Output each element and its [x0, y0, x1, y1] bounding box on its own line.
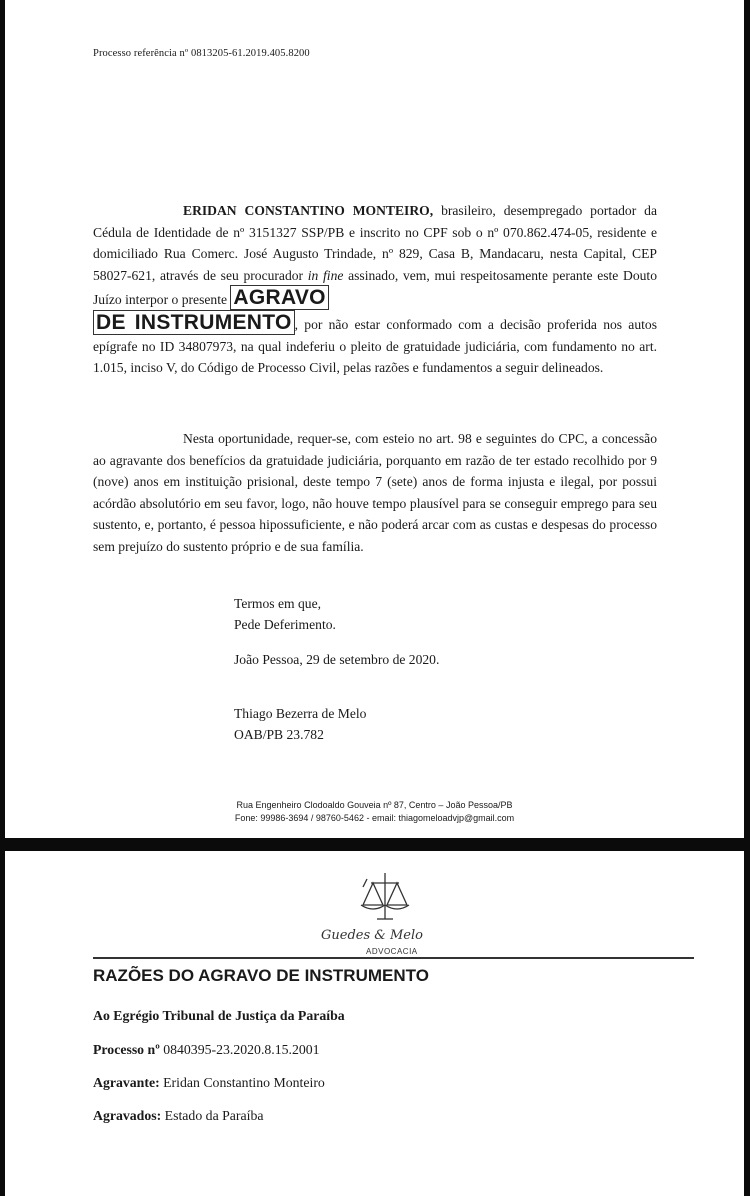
signer-name: Thiago Bezerra de Melo: [234, 706, 367, 721]
closing-line: Pede Deferimento.: [234, 617, 336, 632]
paragraph-text: brasileiro, desempregado portador da Cédula de Identidade de nº 3151327 SSP/PB e inscrito no CPF sob o nº 070.862.474-05, residente e domiciliado Rua Comerc. José Augusto Trindade, nº 829, Casa B, Mandacaru, nesta Capital, CEP 58027-621, através de seu procurador: [93, 203, 657, 283]
oab-number: OAB/PB 23.782: [234, 727, 324, 742]
highlight-agravo: AGRAVO: [230, 285, 328, 310]
reference-number: Processo referência nº 0813205-61.2019.405.8200: [93, 48, 310, 59]
document-page-1: [5, 0, 744, 838]
italic-text: in fine: [307, 267, 344, 283]
closing-terms: [234, 593, 336, 635]
header-rule: [93, 957, 694, 959]
logo-name: Guedes & Melo: [321, 928, 423, 943]
paragraph-text: , por não estar conformado com a decisão proferida nos autos epígrafe no ID 34807973, na qual indeferiu o pleito de gratuidade judiciária, com fundamento no art. 1.015, inciso V, do Código de Processo Civil, pelas razões e fundamentos a seguir delineados.: [93, 316, 657, 376]
paragraph-text: assinado, vem, mui respeitosamente perante este Douto Juízo interpor o presente: [93, 267, 657, 308]
page-footer: [5, 799, 744, 825]
appellees-line: [93, 1108, 264, 1124]
court-line: [93, 1008, 345, 1024]
highlight-instrumento: DE INSTRUMENTO: [93, 310, 295, 335]
appellees-value: Estado da Paraíba: [161, 1108, 264, 1123]
process-value: 0840395-23.2020.8.15.2001: [159, 1042, 320, 1057]
section-heading: RAZÕES DO AGRAVO DE INSTRUMENTO: [93, 966, 429, 985]
appellant-line: [93, 1075, 325, 1091]
process-line: [93, 1042, 320, 1058]
court-name: Ao Egrégio Tribunal de Justiça da Paraíba: [93, 1008, 345, 1023]
closing-line: Termos em que,: [234, 596, 322, 611]
footer-address: Rua Engenheiro Clodoaldo Gouveia nº 87, Centro – João Pessoa/PB: [236, 800, 513, 810]
paragraph-text: Nesta oportunidade, requer-se, com esteio no art. 98 e seguintes do CPC, a concessão ao agravante dos benefícios da gratuidade judiciária, porquanto em razão de ter estado recolhido por 9 (nove) anos em instituição prisional, deste tempo 7 (sete) anos de forma injusta e ilegal, por possui acórdão absolutório em seu favor, logo, não houve tempo plausível para se conseguir emprego para seu sustento, e, portanto, é pessoa hipossuficiente, e não poderá arcar com as custas e despesas do processo sem prejuízo do sustento próprio e de sua família.: [93, 431, 657, 554]
party-name: ERIDAN CONSTANTINO MONTEIRO,: [183, 203, 434, 218]
appellant-value: Eridan Constantino Monteiro: [159, 1075, 325, 1090]
signature-block: [234, 703, 366, 745]
footer-contact: Fone: 99986-3694 / 98760-5462 - email: thiagomeloadvjp@gmail.com: [234, 813, 515, 823]
appellees-label: Agravados:: [93, 1108, 162, 1123]
place-date: João Pessoa, 29 de setembro de 2020.: [234, 652, 440, 667]
paragraph-gratuity: [93, 428, 657, 558]
scales-of-justice-icon: [335, 867, 435, 927]
logo-subtitle: ADVOCACIA: [366, 947, 418, 956]
document-page-2: [5, 851, 744, 1196]
process-label: Processo nº: [93, 1042, 160, 1057]
paragraph-petition: [93, 200, 657, 379]
appellant-label: Agravante:: [93, 1075, 160, 1090]
